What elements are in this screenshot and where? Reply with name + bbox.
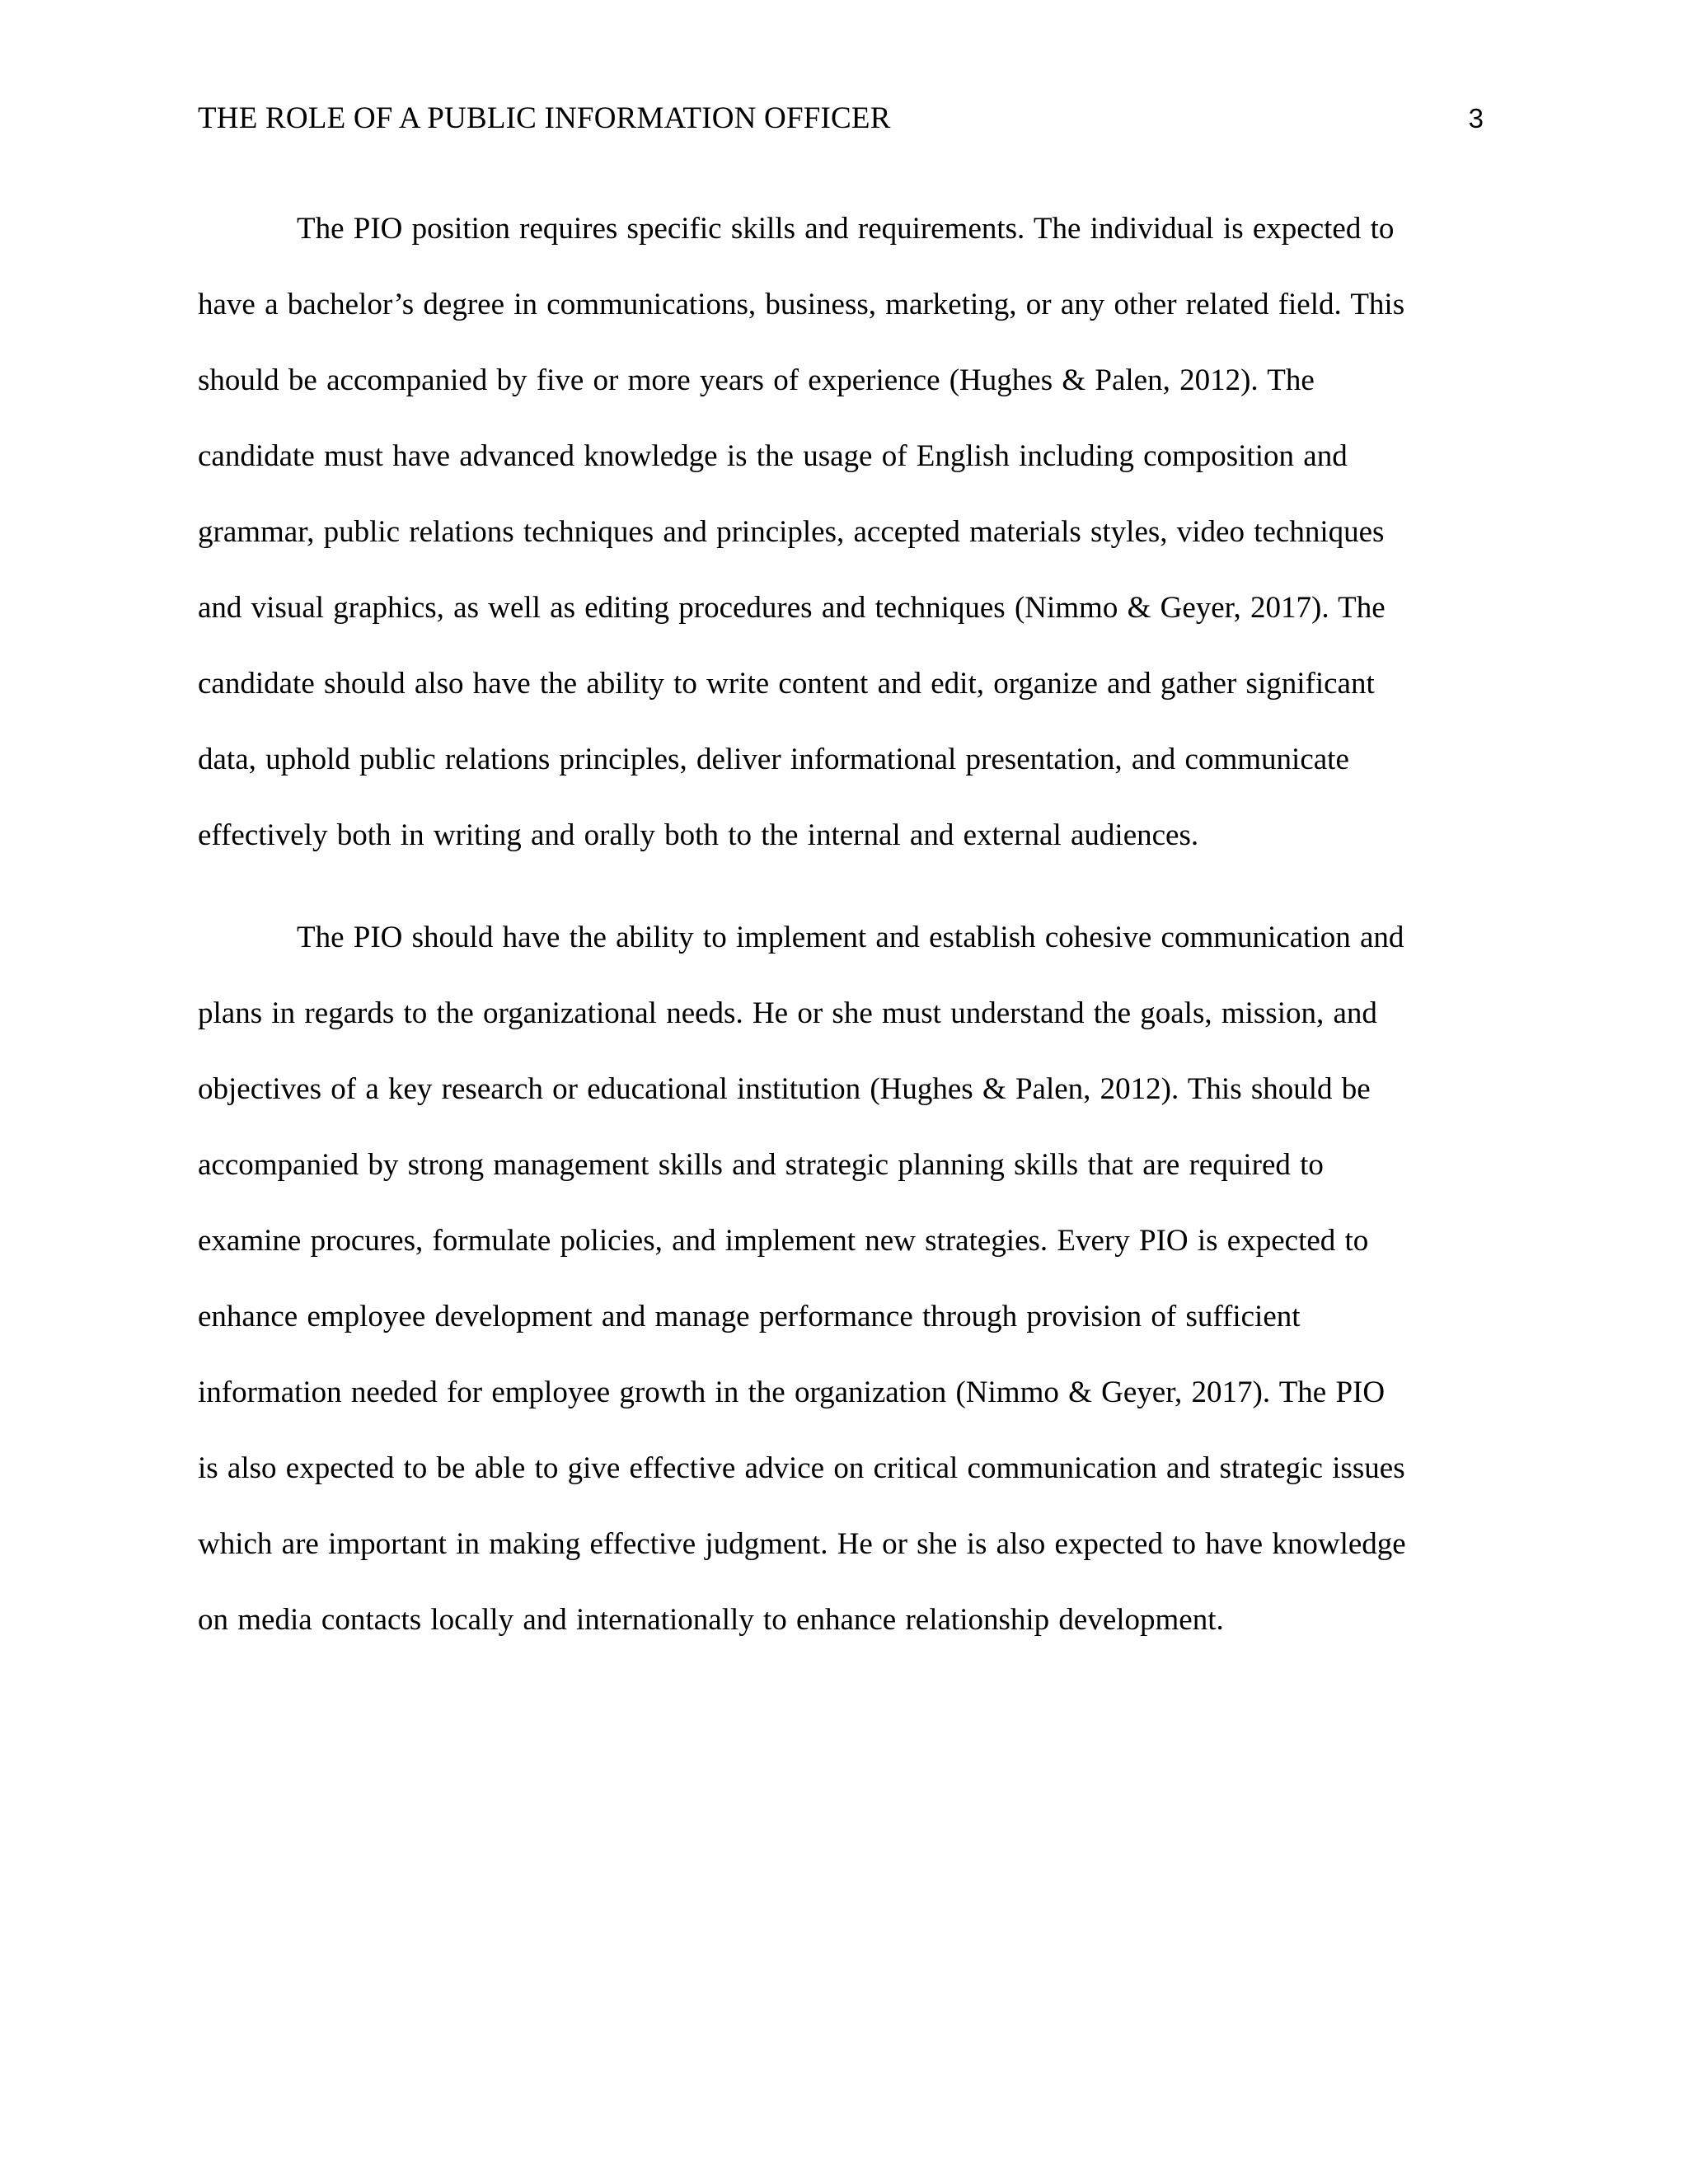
paragraph-line: plans in regards to the organizational needs. He or she must understand the goals, mission, and [198,996,1377,1030]
paragraph-line: objectives of a key research or educational institution (Hughes & Palen, 2012). This should be [198,1072,1371,1106]
paragraph-line: is also expected to be able to give effective advice on critical communication and strategic issues [198,1451,1405,1485]
paragraph-line: grammar, public relations techniques and principles, accepted materials styles, video techniques [198,515,1385,549]
paragraph-line: examine procures, formulate policies, and implement new strategies. Every PIO is expected to [198,1224,1369,1258]
paragraph-line: The PIO should have the ability to implement and establish cohesive communication and [297,921,1404,954]
paragraph-line: data, uphold public relations principles, deliver informational presentation, and communicate [198,743,1349,776]
page-number: 3 [1468,103,1484,134]
paragraph-line: candidate should also have the ability to write content and edit, organize and gather significant [198,667,1375,701]
paragraph-line: enhance employee development and manage performance through provision of sufficient [198,1300,1301,1333]
paragraph-line: on media contacts locally and internationally to enhance relationship development. [198,1603,1224,1637]
paragraph-line: The PIO position requires specific skills and requirements. The individual is expected to [297,212,1395,246]
running-head [198,97,1484,140]
body-text [198,191,1484,1658]
paragraph-line: candidate must have advanced knowledge is the usage of English including composition and [198,439,1348,473]
paragraph-line: accompanied by strong management skills and strategic planning skills that are required to [198,1148,1324,1182]
paragraph-pio-requirements [198,191,1484,874]
paragraph-line: have a bachelor’s degree in communications, business, marketing, or any other related field. This [198,288,1405,321]
paragraph-line: information needed for employee growth in the organization (Nimmo & Geyer, 2017). The PIO [198,1376,1386,1409]
paragraph-line: effectively both in writing and orally both to the internal and external audiences. [198,818,1199,852]
running-head-title: THE ROLE OF A PUBLIC INFORMATION OFFICER [198,101,891,135]
paragraph-line: should be accompanied by five or more years of experience (Hughes & Palen, 2012). The [198,363,1315,397]
paragraph-line: and visual graphics, as well as editing procedures and techniques (Nimmo & Geyer, 2017). The [198,591,1386,625]
paragraph-pio-abilities [198,900,1484,1658]
paragraph-line: which are important in making effective judgment. He or she is also expected to have knowledge [198,1527,1406,1561]
